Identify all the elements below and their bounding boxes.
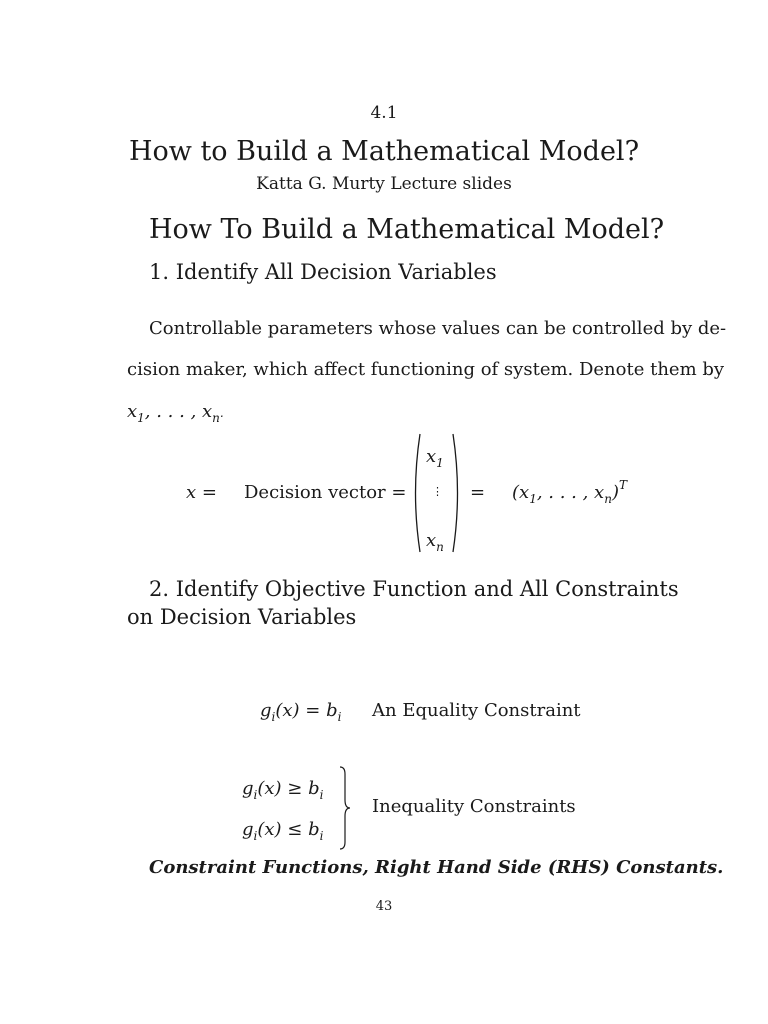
step-1-heading: 1. Identify All Decision Variables — [149, 260, 497, 284]
right-parenthesis-icon — [451, 432, 463, 554]
slide-heading: How To Build a Mathematical Model? — [149, 214, 665, 245]
step-2-heading-line-2: on Decision Variables — [127, 605, 357, 629]
transposed-tuple: ($x_1$, . . . , $x_n)^T$ — [512, 478, 627, 506]
paragraph-line-2: cision maker, which affect functioning of system. Denote them by — [127, 359, 725, 380]
decision-vector-label: Decision vector = — [244, 482, 407, 503]
var-period: . — [219, 406, 224, 420]
variables-list — [127, 401, 224, 425]
section-number: 4.1 — [370, 103, 398, 123]
vector-entry-last: $x_n$ — [426, 530, 444, 554]
left-parenthesis-icon — [410, 432, 422, 554]
vector-vdots: ⋮ — [432, 485, 443, 498]
inequality-ge-expression: $g_i(x) \ge b_i$ — [242, 778, 324, 802]
constraint-terminology-note: Constraint Functions, Right Hand Side (RHS) Constants. — [149, 857, 724, 878]
equality-constraint-expression: $g_i(x) = b_i$ — [260, 700, 342, 724]
equation-equals: = — [470, 482, 486, 503]
var-ellipsis: , . . . , x — [144, 401, 213, 422]
inequality-constraints-label: Inequality Constraints — [372, 796, 576, 817]
inequality-le-expression: $g_i(x) \le b_i$ — [242, 819, 324, 843]
var-sub-1: 1 — [137, 411, 145, 425]
vector-entry-first: $x_1$ — [426, 446, 444, 470]
equation-lhs: x = — [186, 482, 217, 503]
equality-constraint-label: An Equality Constraint — [372, 700, 581, 721]
step-2-heading-line-1: 2. Identify Objective Function and All Constraints — [149, 577, 679, 601]
paragraph-line-1: Controllable parameters whose values can be controlled by de- — [149, 318, 727, 339]
page-number: 43 — [375, 899, 393, 914]
document-subtitle: Katta G. Murty Lecture slides — [256, 174, 512, 194]
var-sub-n: n — [212, 411, 220, 425]
document-title: How to Build a Mathematical Model? — [128, 136, 640, 167]
var-x: x — [127, 401, 138, 422]
right-curly-brace-icon — [338, 766, 352, 850]
